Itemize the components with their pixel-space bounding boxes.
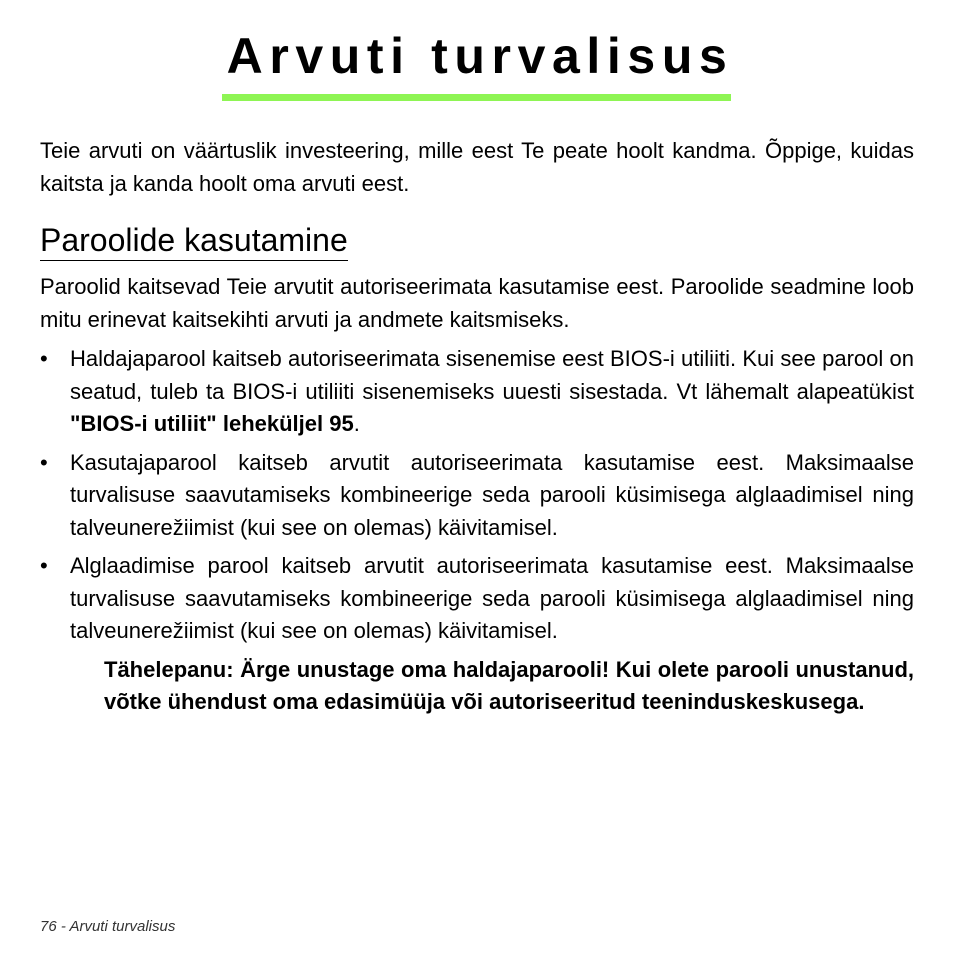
bullet-text: Alglaadimise parool kaitseb arvutit autoriseerimata kasutamise eest. Maksimaalse turvalisuse saavutamiseks kombineerige seda parooli küsimisega alglaadimisel ning talveunerežiimist (kui see on olemas) käivitamisel. (70, 553, 914, 643)
bullet-item-user-password (40, 447, 914, 545)
bullet-text: Kasutajaparool kaitseb arvutit autoriseerimata kasutamise eest. Maksimaalse turvalisuse saavutamiseks kombineerige seda parooli küsimisega alglaadimisel ning talveunerežiimist (kui see on olemas) käivitamisel. (70, 449, 914, 540)
page-footer: 76 - Arvuti turvalisus (40, 918, 176, 935)
title-underline-bar (222, 94, 731, 101)
page-content (40, 135, 914, 719)
section-heading: Paroolide kasutamine (40, 220, 348, 261)
bullet-icon: • (40, 553, 48, 578)
bullet-text (70, 343, 914, 441)
section-paragraph: Paroolid kaitsevad Teie arvutit autoriseerimata kasutamise eest. Paroolide seadmine loob mitu erinevat kaitsekihti arvuti ja andmete kaitsmiseks. (40, 274, 914, 332)
bios-utility-link[interactable]: "BIOS-i utiliit" leheküljel 95 (70, 411, 354, 436)
bullet-text-body: Haldajaparool kaitseb autoriseerimata sisenemise eest BIOS-i utiliiti. Kui see parool on seatud, tuleb ta BIOS-i utiliiti sisenemiseks uuesti sisestada. Vt lähemalt alapeatükist (70, 346, 914, 404)
bullet-text-end: . (353, 411, 360, 436)
page-title: Arvuti turvalisus (226, 28, 734, 84)
bullet-item-admin-password (40, 343, 914, 441)
password-bullet-list (40, 343, 914, 648)
bullet-icon: • (40, 449, 48, 475)
bullet-icon: • (40, 346, 48, 371)
bullet-item-boot-password (40, 550, 914, 648)
warning-note: Tähelepanu: Ärge unustage oma haldajaparooli! Kui olete parooli unustanud, võtke ühendust oma edasimüüja või autoriseeritud teeninduskeskusega. (104, 656, 914, 714)
intro-paragraph: Teie arvuti on väärtuslik investeering, mille eest Te peate hoolt kandma. Õppige, kuidas kaitsta ja kanda hoolt oma arvuti eest. (40, 138, 914, 196)
